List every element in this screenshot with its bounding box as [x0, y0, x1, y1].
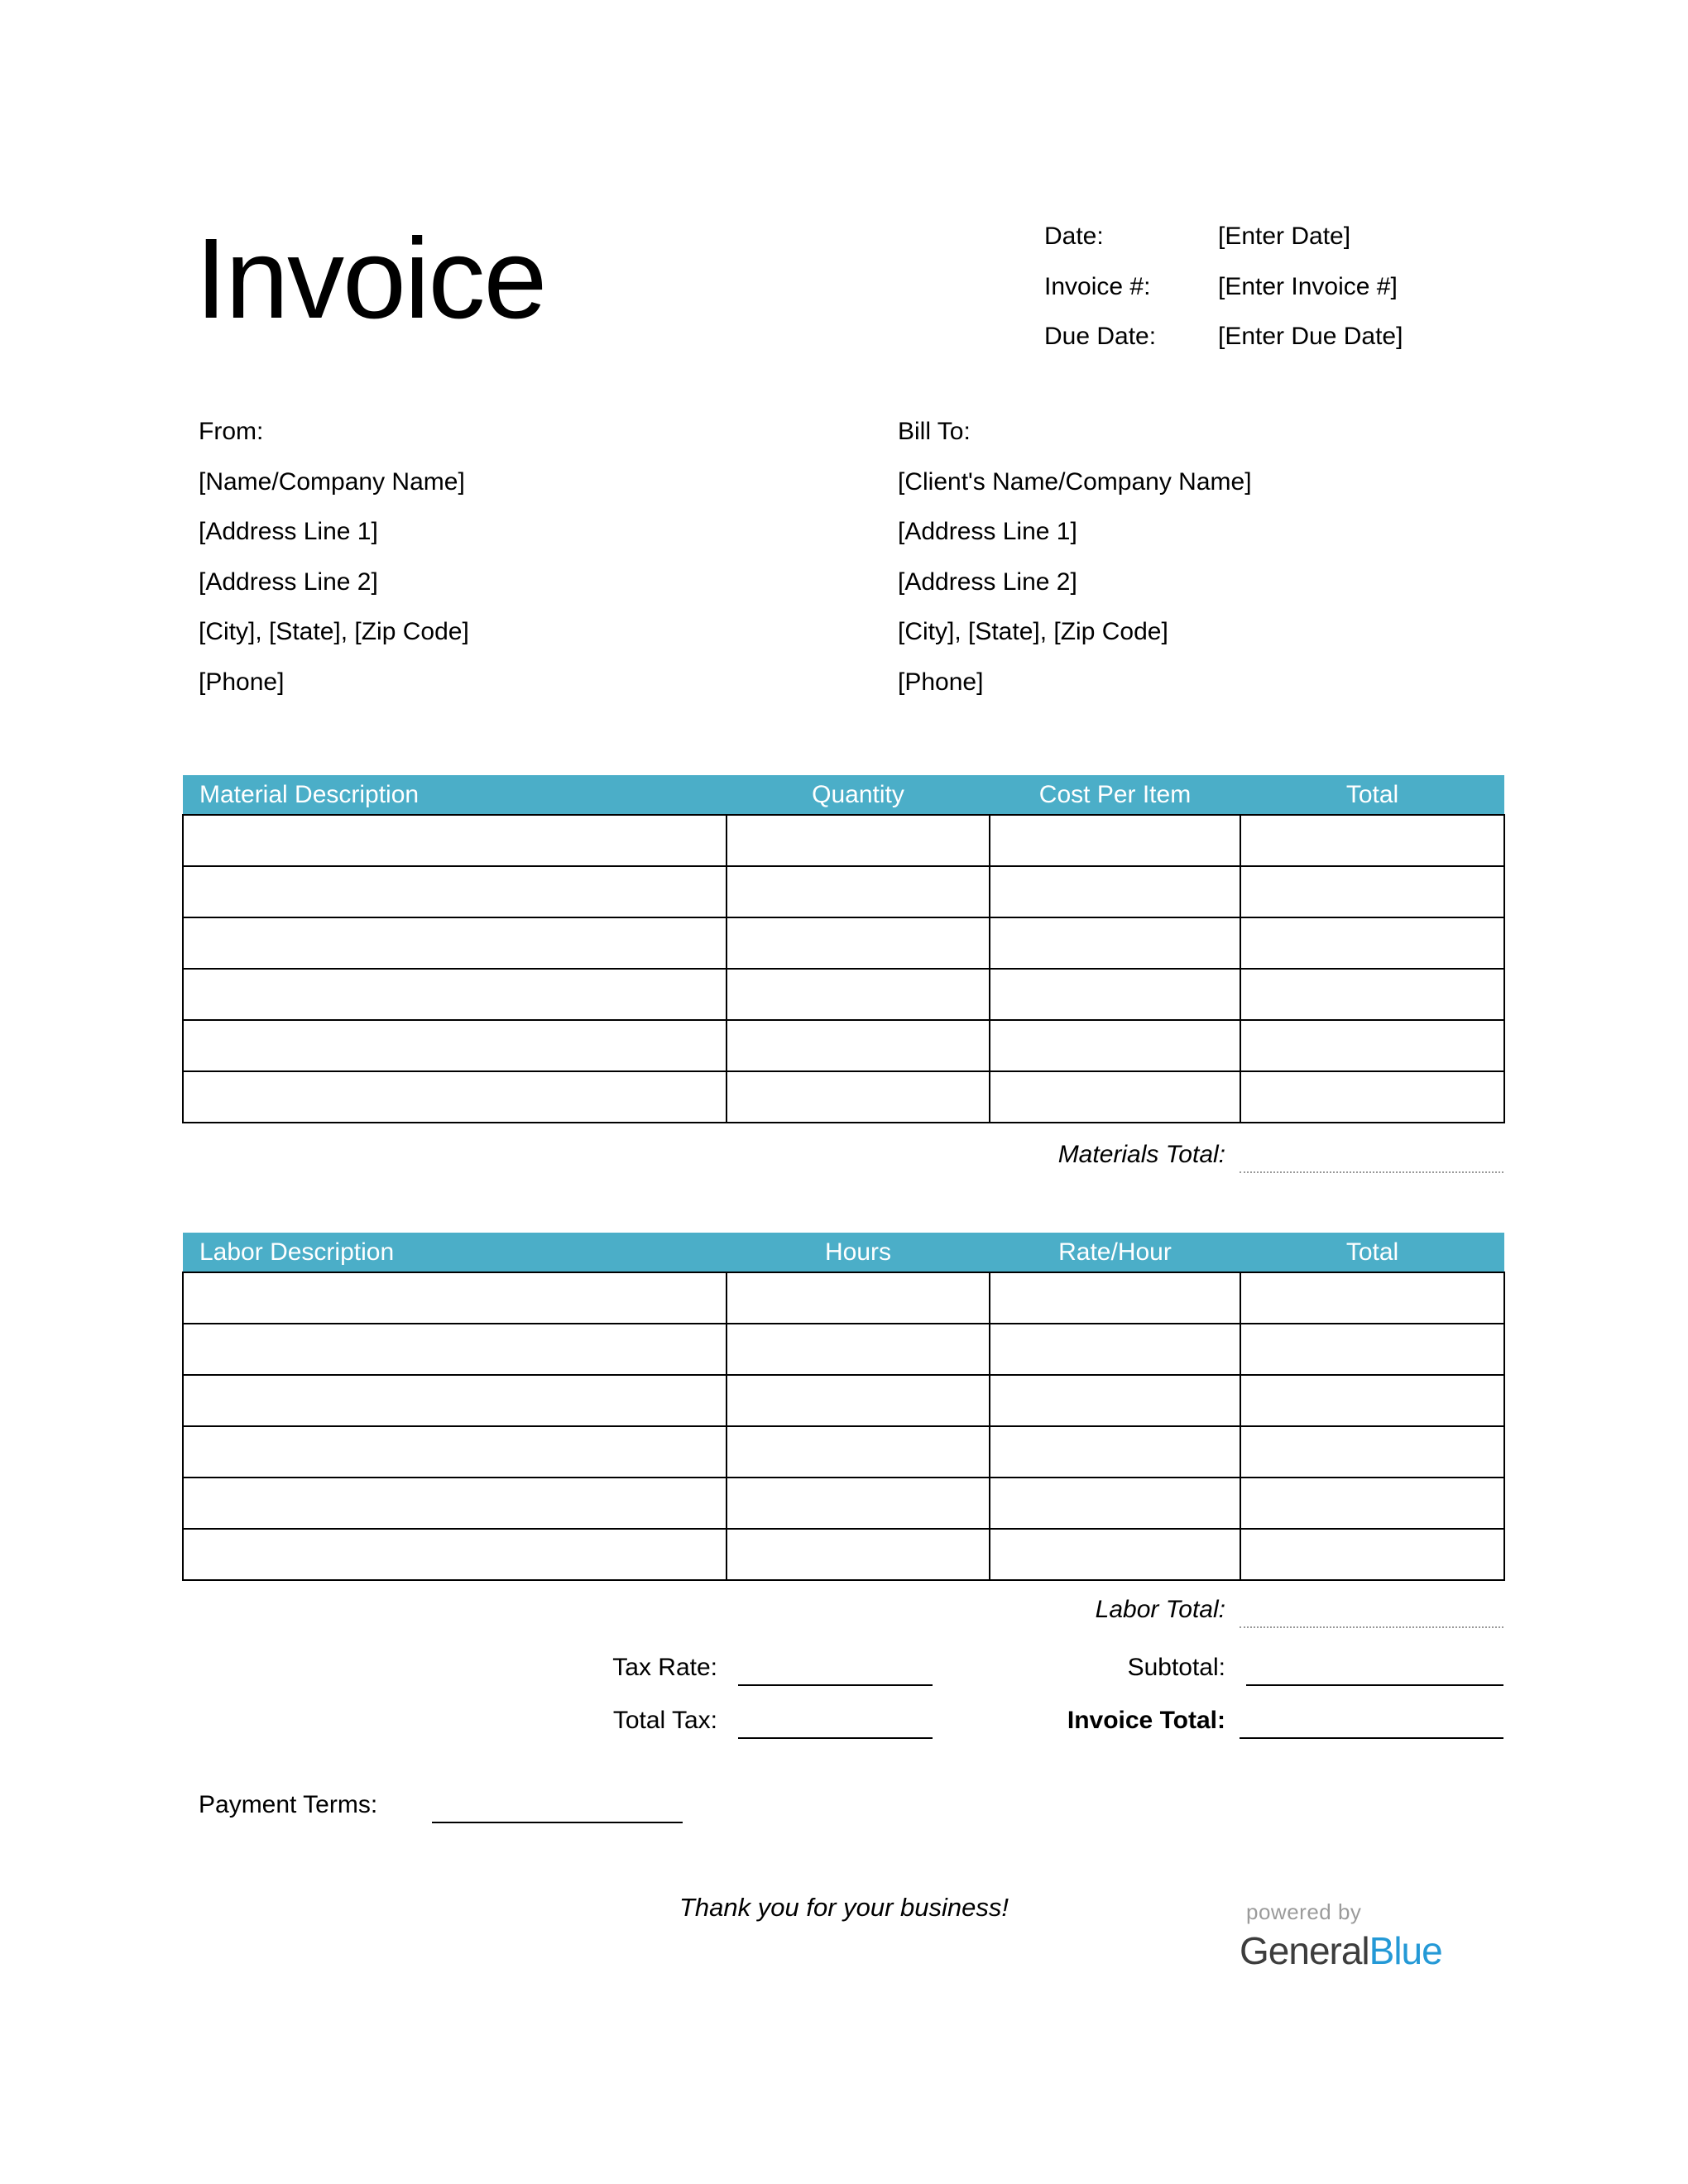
table-cell[interactable] — [727, 1324, 990, 1375]
invoice-number-value[interactable]: [Enter Invoice #] — [1218, 272, 1398, 300]
bill-to-heading: Bill To: — [898, 418, 971, 445]
due-date-value[interactable]: [Enter Due Date] — [1218, 323, 1403, 351]
table-cell[interactable] — [727, 1426, 990, 1478]
materials-header-cost-per-item: Cost Per Item — [990, 775, 1240, 815]
labor-header-row — [183, 1233, 1504, 1272]
table-cell[interactable] — [990, 1071, 1240, 1123]
table-cell[interactable] — [183, 1375, 727, 1426]
table-row — [183, 1324, 1504, 1375]
labor-header-hours: Hours — [727, 1233, 990, 1272]
table-row — [183, 1272, 1504, 1324]
table-cell[interactable] — [727, 1529, 990, 1580]
powered-by-text: powered by — [1246, 1899, 1362, 1924]
table-row — [183, 917, 1504, 969]
labor-table-body — [183, 1272, 1504, 1580]
invoice-meta — [1044, 212, 1403, 362]
from-phone[interactable]: [Phone] — [199, 668, 285, 696]
table-cell[interactable] — [183, 815, 727, 866]
bill-to-city-state-zip[interactable]: [City], [State], [Zip Code] — [898, 618, 1168, 646]
table-cell[interactable] — [727, 1478, 990, 1529]
materials-header-quantity: Quantity — [727, 775, 990, 815]
table-cell[interactable] — [990, 1020, 1240, 1071]
table-cell[interactable] — [727, 1071, 990, 1123]
labor-header-total: Total — [1240, 1233, 1504, 1272]
table-cell[interactable] — [990, 815, 1240, 866]
table-cell[interactable] — [1240, 1375, 1504, 1426]
invoice-number-label: Invoice #: — [1044, 272, 1151, 300]
table-row — [183, 815, 1504, 866]
meta-row-date — [1044, 212, 1403, 262]
table-cell[interactable] — [990, 1426, 1240, 1478]
table-cell[interactable] — [1240, 917, 1504, 969]
table-cell[interactable] — [1240, 866, 1504, 917]
labor-table — [182, 1233, 1505, 1581]
table-cell[interactable] — [1240, 1529, 1504, 1580]
date-value[interactable]: [Enter Date] — [1218, 223, 1351, 251]
table-cell[interactable] — [183, 969, 727, 1020]
materials-header-total: Total — [1240, 775, 1504, 815]
due-date-label: Due Date: — [1044, 323, 1157, 351]
materials-table — [182, 775, 1505, 1123]
table-cell[interactable] — [727, 1375, 990, 1426]
bill-to-address-line-1[interactable]: [Address Line 1] — [898, 518, 1077, 546]
table-cell[interactable] — [990, 969, 1240, 1020]
payment-terms-label: Payment Terms: — [199, 1791, 378, 1818]
subtotal-label: Subtotal: — [1127, 1654, 1225, 1681]
materials-header-row — [183, 775, 1504, 815]
table-cell[interactable] — [183, 1478, 727, 1529]
materials-total-label: Materials Total: — [1057, 1141, 1225, 1168]
meta-row-invoice-number — [1044, 262, 1403, 313]
invoice-total-field[interactable] — [1240, 1704, 1503, 1739]
thank-you-message: Thank you for your business! — [679, 1893, 1009, 1922]
table-row — [183, 1020, 1504, 1071]
tax-rate-label: Tax Rate: — [612, 1654, 717, 1681]
table-cell[interactable] — [727, 815, 990, 866]
table-cell[interactable] — [183, 1529, 727, 1580]
table-cell[interactable] — [727, 969, 990, 1020]
table-cell[interactable] — [1240, 1272, 1504, 1324]
meta-row-due-date — [1044, 312, 1403, 362]
table-cell[interactable] — [990, 1272, 1240, 1324]
table-row — [183, 1375, 1504, 1426]
table-cell[interactable] — [183, 917, 727, 969]
table-cell[interactable] — [183, 866, 727, 917]
table-cell[interactable] — [990, 1478, 1240, 1529]
labor-header-rate-per-hour: Rate/Hour — [990, 1233, 1240, 1272]
materials-table-body — [183, 815, 1504, 1123]
bill-to-address-line-2[interactable]: [Address Line 2] — [898, 568, 1077, 596]
bill-to-phone[interactable]: [Phone] — [898, 668, 984, 696]
from-address-line-1[interactable]: [Address Line 1] — [199, 518, 378, 546]
table-cell[interactable] — [727, 1272, 990, 1324]
materials-total-field[interactable] — [1240, 1138, 1503, 1173]
table-row — [183, 1529, 1504, 1580]
table-row — [183, 866, 1504, 917]
general-blue-logo — [1240, 1928, 1442, 1973]
table-cell[interactable] — [990, 1375, 1240, 1426]
payment-terms-field[interactable] — [432, 1787, 683, 1823]
table-row — [183, 1426, 1504, 1478]
subtotal-field[interactable] — [1246, 1651, 1503, 1686]
table-cell[interactable] — [183, 1426, 727, 1478]
labor-total-label: Labor Total: — [1095, 1596, 1225, 1623]
labor-total-field[interactable] — [1240, 1593, 1503, 1628]
from-city-state-zip[interactable]: [City], [State], [Zip Code] — [199, 618, 469, 646]
from-heading: From: — [199, 418, 264, 445]
date-label: Date: — [1044, 223, 1104, 251]
table-cell[interactable] — [183, 1020, 727, 1071]
from-address-line-2[interactable]: [Address Line 2] — [199, 568, 378, 596]
table-cell[interactable] — [1240, 1020, 1504, 1071]
table-cell[interactable] — [183, 1071, 727, 1123]
bill-to-address-block — [898, 407, 1252, 708]
table-cell[interactable] — [990, 1529, 1240, 1580]
table-row — [183, 969, 1504, 1020]
labor-header-description: Labor Description — [183, 1233, 727, 1272]
table-cell[interactable] — [990, 917, 1240, 969]
brand-blue-text: Blue — [1369, 1929, 1442, 1972]
table-cell[interactable] — [1240, 1426, 1504, 1478]
table-cell[interactable] — [1240, 1071, 1504, 1123]
table-cell[interactable] — [1240, 1324, 1504, 1375]
table-cell[interactable] — [727, 917, 990, 969]
powered-by-block — [1240, 1899, 1442, 1973]
total-tax-label: Total Tax: — [612, 1707, 717, 1734]
table-cell[interactable] — [183, 1324, 727, 1375]
invoice-total-label: Invoice Total: — [1067, 1707, 1225, 1734]
table-cell[interactable] — [990, 866, 1240, 917]
table-cell[interactable] — [727, 866, 990, 917]
table-cell[interactable] — [1240, 1478, 1504, 1529]
table-row — [183, 1478, 1504, 1529]
table-cell[interactable] — [990, 1324, 1240, 1375]
table-cell[interactable] — [1240, 969, 1504, 1020]
page-title: Invoice — [195, 215, 546, 342]
brand-general-text: General — [1240, 1929, 1369, 1972]
materials-header-description: Material Description — [183, 775, 727, 815]
table-cell[interactable] — [1240, 815, 1504, 866]
from-name-line[interactable]: [Name/Company Name] — [199, 467, 465, 496]
from-address-block — [199, 407, 469, 708]
table-row — [183, 1071, 1504, 1123]
table-cell[interactable] — [727, 1020, 990, 1071]
table-cell[interactable] — [183, 1272, 727, 1324]
bill-to-name-line[interactable]: [Client's Name/Company Name] — [898, 467, 1252, 496]
